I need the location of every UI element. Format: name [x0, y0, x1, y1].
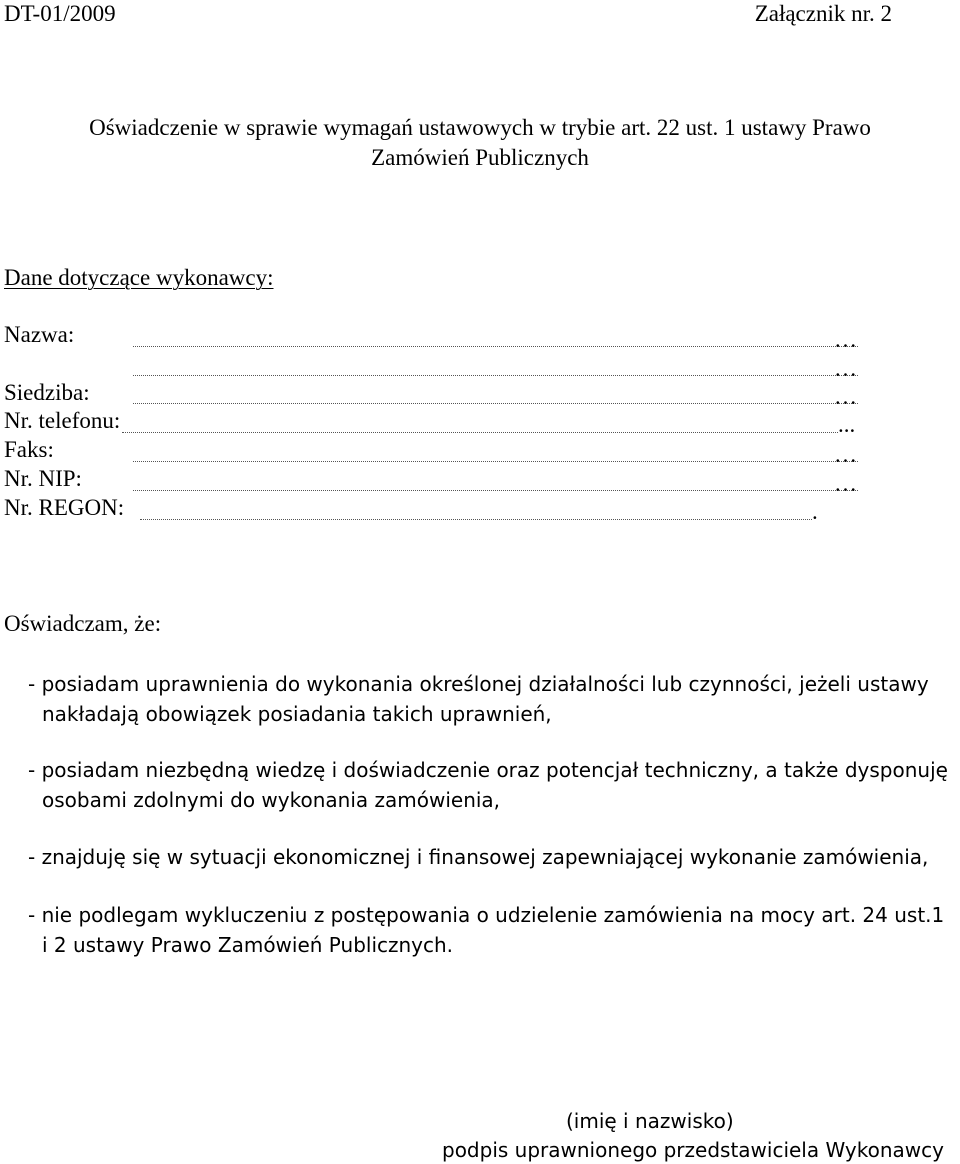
declaration-heading: Oświadczam, że: [4, 611, 162, 636]
contractor-data-heading: Dane dotyczące wykonawcy: [4, 265, 274, 290]
siedziba-field-line[interactable] [133, 403, 858, 404]
siedziba-field-tail: … [834, 384, 857, 409]
nip-field-tail: … [834, 471, 857, 496]
declaration-item-2-line-2: osobami zdolnymi do wykonania zamówienia, [42, 788, 501, 812]
declaration-item-3-line-1: - znajduję się w sytuacji ekonomicznej i finansowej zapewniającej wykonanie zamówienia, [28, 845, 929, 869]
attachment-label: Załącznik nr. 2 [754, 1, 892, 26]
faks-field-tail: … [834, 442, 857, 467]
telefon-field-tail: ... [838, 412, 856, 437]
declaration-item-4-line-1: - nie podlegam wykluczeniu z postępowania o udzielenie zamówienia na mocy art. 24 ust.1 [28, 903, 945, 927]
document-code: DT-01/2009 [4, 1, 116, 26]
siedziba-label: Siedziba: [4, 380, 90, 405]
telefon-field-line[interactable] [122, 432, 838, 433]
declaration-item-1-line-2: nakładają obowiązek posiadania takich uprawnień, [42, 702, 552, 726]
title-line-2: Zamówień Publicznych [371, 145, 589, 170]
nazwa-label: Nazwa: [4, 322, 75, 347]
nazwa-field-line-1[interactable] [133, 346, 858, 347]
nip-field-line[interactable] [133, 490, 858, 491]
declaration-item-2-line-1: - posiadam niezbędną wiedzę i doświadczenie oraz potencjał techniczny, a także dysponuję [28, 758, 948, 782]
faks-field-line[interactable] [133, 461, 858, 462]
regon-label: Nr. REGON: [4, 495, 125, 520]
signature-name-label: (imię i nazwisko) [566, 1109, 734, 1133]
signature-role-label: podpis uprawnionego przedstawiciela Wykonawcy [442, 1138, 944, 1162]
regon-field-tail: . [812, 499, 818, 524]
nazwa-field-line-2[interactable] [133, 375, 858, 376]
title-line-1: Oświadczenie w sprawie wymagań ustawowych w trybie art. 22 ust. 1 ustawy Prawo [89, 115, 871, 140]
regon-field-line[interactable] [140, 519, 812, 520]
declaration-item-4-line-2: i 2 ustawy Prawo Zamówień Publicznych. [42, 933, 454, 957]
faks-label: Faks: [4, 437, 54, 462]
nip-label: Nr. NIP: [4, 466, 82, 491]
telefon-label: Nr. telefonu: [4, 408, 121, 433]
nazwa-field-tail-2: … [834, 356, 857, 381]
declaration-item-1-line-1: - posiadam uprawnienia do wykonania określonej działalności lub czynności, jeżeli ustawy [28, 672, 929, 696]
nazwa-field-tail: … [834, 327, 857, 352]
page-title [0, 114, 960, 174]
